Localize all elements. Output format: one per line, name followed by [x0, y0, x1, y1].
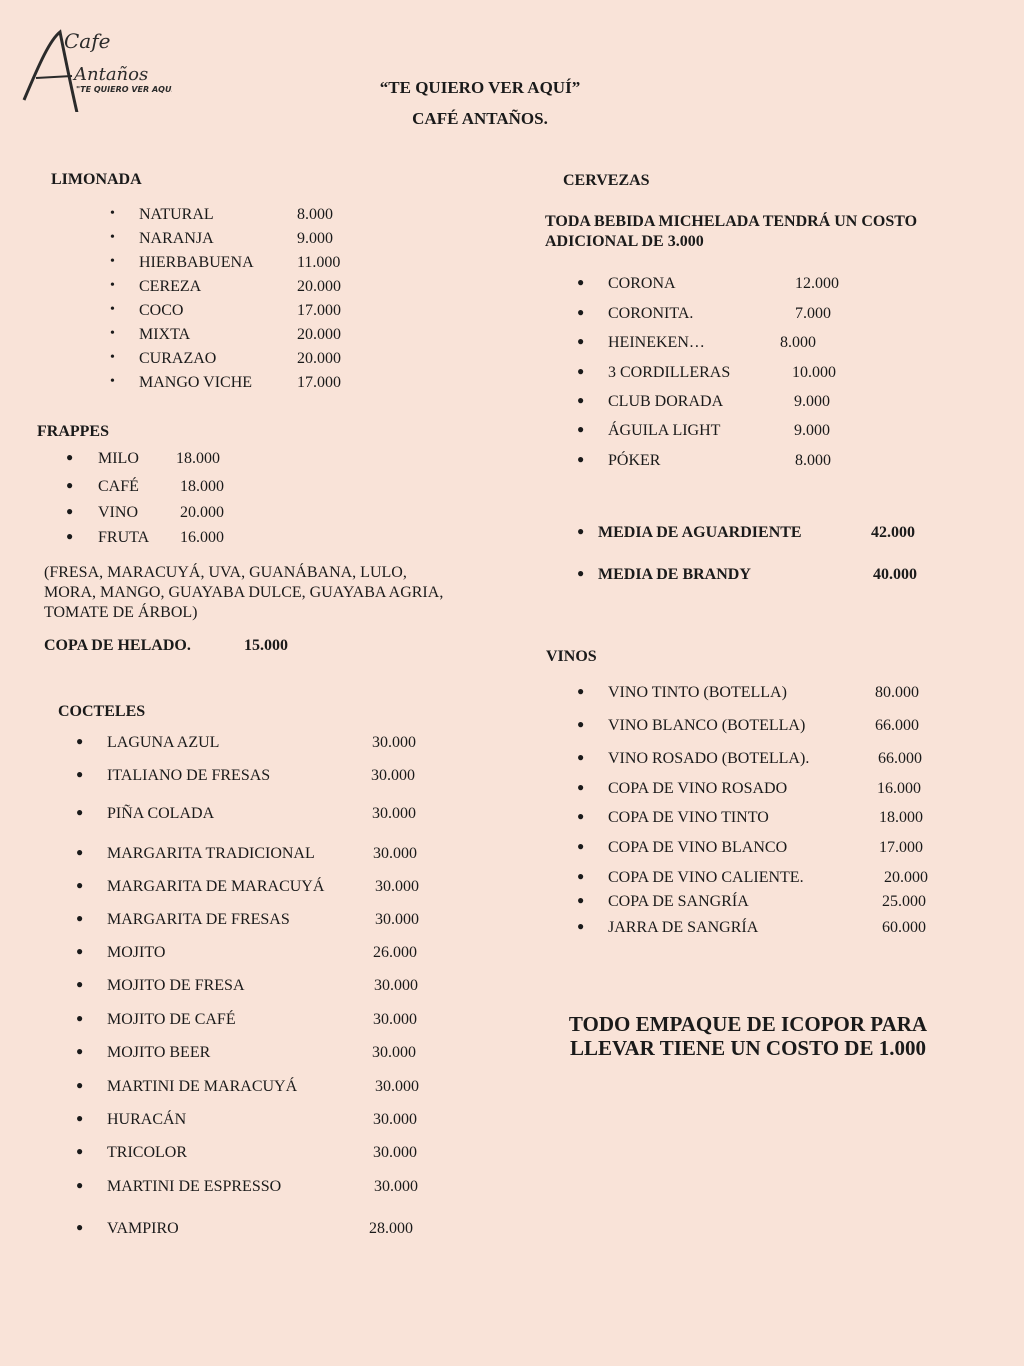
cerveza-item-name: PÓKER — [608, 452, 661, 469]
vinos-title: VINOS — [546, 648, 597, 665]
cerveza-item-name: CLUB DORADA — [608, 393, 724, 410]
cerveza-item-name: CORONITA. — [608, 305, 694, 322]
limonada-item-price: 17.000 — [297, 374, 341, 391]
cerveza-item-price: 7.000 — [795, 305, 831, 322]
coctel-item-price: 30.000 — [373, 845, 417, 862]
limonada-item-price: 17.000 — [297, 302, 341, 319]
bullet-icon: ● — [577, 452, 585, 466]
bullet-icon: • — [110, 230, 115, 245]
coctel-item-name: HURACÁN — [107, 1111, 187, 1128]
coctel-item-name: LAGUNA AZUL — [107, 734, 220, 751]
bullet-icon: ● — [76, 805, 84, 819]
coctel-item-name: VAMPIRO — [107, 1220, 179, 1237]
licor-item-name: MEDIA DE AGUARDIENTE — [598, 524, 802, 541]
bullet-icon: ● — [76, 845, 84, 859]
cerveza-item-price: 9.000 — [794, 422, 830, 439]
bullet-icon: ● — [76, 1220, 84, 1234]
vino-item-price: 20.000 — [884, 869, 928, 886]
coctel-item-price: 30.000 — [375, 911, 419, 928]
bullet-icon: ● — [76, 1144, 84, 1158]
logo-graphic — [12, 22, 172, 112]
limonada-item-price: 20.000 — [297, 326, 341, 343]
coctel-item-name: MOJITO BEER — [107, 1044, 211, 1061]
vino-item-name: COPA DE VINO TINTO — [608, 809, 769, 826]
cocteles-title: COCTELES — [58, 703, 146, 720]
cerveza-item-name: HEINEKEN… — [608, 334, 705, 351]
vino-item-name: JARRA DE SANGRÍA — [608, 919, 759, 936]
bullet-icon: ● — [76, 977, 84, 991]
bullet-icon: ● — [76, 767, 84, 781]
logo-line2: Antaños — [74, 64, 149, 85]
frappe-item-name: FRUTA — [98, 529, 150, 546]
bullet-icon: • — [110, 206, 115, 221]
bullet-icon: ● — [577, 364, 585, 378]
coctel-item-price: 30.000 — [375, 1078, 419, 1095]
coctel-item-price: 30.000 — [373, 1011, 417, 1028]
limonada-item-name: COCO — [139, 302, 184, 319]
coctel-item-price: 30.000 — [374, 1178, 418, 1195]
limonada-item-price: 20.000 — [297, 278, 341, 295]
bullet-icon: • — [110, 302, 115, 317]
bullet-icon: ● — [577, 334, 585, 348]
limonada-item-name: CURAZAO — [139, 350, 217, 367]
icopor-note: TODO EMPAQUE DE ICOPOR PARA LLEVAR TIENE UN COSTO DE 1.000 — [568, 1012, 928, 1060]
limonada-item-name: MIXTA — [139, 326, 191, 343]
coctel-item-price: 26.000 — [373, 944, 417, 961]
bullet-icon: ● — [66, 504, 74, 518]
bullet-icon: ● — [76, 944, 84, 958]
coctel-item-name: MARGARITA DE MARACUYÁ — [107, 878, 325, 895]
coctel-item-price: 30.000 — [371, 767, 415, 784]
vino-item-name: COPA DE SANGRÍA — [608, 893, 749, 910]
vino-item-price: 18.000 — [879, 809, 923, 826]
cerveza-item-name: CORONA — [608, 275, 676, 292]
frappe-item-price: 20.000 — [180, 504, 224, 521]
vino-item-price: 66.000 — [878, 750, 922, 767]
bullet-icon: ● — [76, 734, 84, 748]
bullet-icon: ● — [577, 919, 585, 933]
vino-item-name: COPA DE VINO CALIENTE. — [608, 869, 804, 886]
michelada-note: TODA BEBIDA MICHELADA TENDRÁ UN COSTO ADICIONAL DE 3.000 — [545, 213, 918, 250]
limonada-item-name: NATURAL — [139, 206, 214, 223]
frappe-item-name: CAFÉ — [98, 478, 139, 495]
coctel-item-price: 30.000 — [372, 1044, 416, 1061]
bullet-icon: • — [110, 350, 115, 365]
bullet-icon: ● — [577, 839, 585, 853]
coctel-item-price: 30.000 — [373, 1144, 417, 1161]
header-tagline: “TE QUIERO VER AQUÍ” — [379, 78, 581, 97]
logo — [12, 22, 172, 112]
cerveza-item-price: 10.000 — [792, 364, 836, 381]
bullet-icon: ● — [577, 422, 585, 436]
coctel-item-price: 30.000 — [372, 734, 416, 751]
vino-item-price: 80.000 — [875, 684, 919, 701]
vino-item-name: VINO TINTO (BOTELLA) — [608, 684, 787, 701]
coctel-item-name: ITALIANO DE FRESAS — [107, 767, 271, 784]
bullet-icon: ● — [577, 750, 585, 764]
coctel-item-name: MOJITO DE CAFÉ — [107, 1011, 236, 1028]
vino-item-price: 25.000 — [882, 893, 926, 910]
header-name: CAFÉ ANTAÑOS. — [412, 109, 548, 128]
logo-line1: Cafe — [64, 29, 111, 53]
limonada-item-name: MANGO VICHE — [139, 374, 253, 391]
bullet-icon: ● — [577, 809, 585, 823]
limonada-item-name: HIERBABUENA — [139, 254, 254, 271]
coctel-item-price: 30.000 — [375, 878, 419, 895]
limonada-item-price: 9.000 — [297, 230, 333, 247]
licor-item-name: MEDIA DE BRANDY — [598, 566, 751, 583]
coctel-item-name: MOJITO DE FRESA — [107, 977, 245, 994]
vino-item-price: 17.000 — [879, 839, 923, 856]
limonada-item-price: 20.000 — [297, 350, 341, 367]
cerveza-item-price: 12.000 — [795, 275, 839, 292]
bullet-icon: ● — [76, 1078, 84, 1092]
vino-item-name: VINO ROSADO (BOTELLA). — [608, 750, 810, 767]
cerveza-item-name: ÁGUILA LIGHT — [608, 422, 721, 439]
coctel-item-price: 30.000 — [373, 1111, 417, 1128]
coctel-item-name: MARTINI DE MARACUYÁ — [107, 1078, 298, 1095]
frappes-title: FRAPPES — [37, 423, 109, 440]
bullet-icon: ● — [66, 450, 74, 464]
bullet-icon: ● — [76, 1011, 84, 1025]
bullet-icon: ● — [76, 878, 84, 892]
logo-slogan: "TE QUIERO VER AQUÍ" — [76, 85, 172, 94]
frappe-item-price: 18.000 — [180, 478, 224, 495]
bullet-icon: ● — [577, 393, 585, 407]
cerveza-item-price: 8.000 — [780, 334, 816, 351]
vino-item-name: COPA DE VINO BLANCO — [608, 839, 788, 856]
bullet-icon: ● — [76, 1111, 84, 1125]
cerveza-item-price: 8.000 — [795, 452, 831, 469]
bullet-icon: • — [110, 326, 115, 341]
frappe-item-name: VINO — [98, 504, 138, 521]
limonada-title: LIMONADA — [51, 171, 142, 188]
coctel-item-price: 28.000 — [369, 1220, 413, 1237]
bullet-icon: ● — [577, 275, 585, 289]
coctel-item-price: 30.000 — [374, 977, 418, 994]
frappes-fruits-note: (FRESA, MARACUYÁ, UVA, GUANÁBANA, LULO, MORA, MANGO, GUAYABA DULCE, GUAYABA AGRIA, TOMATE DE ÁRBOL) — [44, 564, 444, 621]
frappe-item-name: MILO — [98, 450, 139, 467]
limonada-item-price: 8.000 — [297, 206, 333, 223]
limonada-item-price: 11.000 — [297, 254, 341, 271]
bullet-icon: ● — [76, 911, 84, 925]
coctel-item-price: 30.000 — [372, 805, 416, 822]
vino-item-price: 66.000 — [875, 717, 919, 734]
bullet-icon: ● — [577, 717, 585, 731]
licor-item-price: 42.000 — [871, 524, 915, 541]
vino-item-name: COPA DE VINO ROSADO — [608, 780, 788, 797]
bullet-icon: ● — [577, 780, 585, 794]
frappe-item-price: 16.000 — [180, 529, 224, 546]
coctel-item-name: MARTINI DE ESPRESSO — [107, 1178, 282, 1195]
bullet-icon: • — [110, 278, 115, 293]
bullet-icon: ● — [577, 305, 585, 319]
vino-item-name: VINO BLANCO (BOTELLA) — [608, 717, 806, 734]
bullet-icon: ● — [577, 893, 585, 907]
bullet-icon: ● — [66, 478, 74, 492]
bullet-icon: ● — [76, 1044, 84, 1058]
limonada-item-name: CEREZA — [139, 278, 202, 295]
bullet-icon: • — [110, 254, 115, 269]
copa-helado-price: 15.000 — [244, 637, 288, 654]
bullet-icon: ● — [577, 524, 585, 538]
bullet-icon: ● — [577, 566, 585, 580]
bullet-icon: ● — [577, 869, 585, 883]
vino-item-price: 60.000 — [882, 919, 926, 936]
coctel-item-name: PIÑA COLADA — [107, 805, 215, 822]
bullet-icon: • — [110, 374, 115, 389]
cervezas-title: CERVEZAS — [563, 172, 650, 189]
frappe-item-price: 18.000 — [176, 450, 220, 467]
bullet-icon: ● — [76, 1178, 84, 1192]
coctel-item-name: MARGARITA DE FRESAS — [107, 911, 290, 928]
limonada-item-name: NARANJA — [139, 230, 214, 247]
bullet-icon: ● — [577, 684, 585, 698]
coctel-item-name: MOJITO — [107, 944, 166, 961]
bullet-icon: ● — [66, 529, 74, 543]
copa-helado-label: COPA DE HELADO. — [44, 637, 191, 654]
cerveza-item-name: 3 CORDILLERAS — [608, 364, 731, 381]
licor-item-price: 40.000 — [873, 566, 917, 583]
cerveza-item-price: 9.000 — [794, 393, 830, 410]
coctel-item-name: MARGARITA TRADICIONAL — [107, 845, 315, 862]
vino-item-price: 16.000 — [877, 780, 921, 797]
coctel-item-name: TRICOLOR — [107, 1144, 187, 1161]
